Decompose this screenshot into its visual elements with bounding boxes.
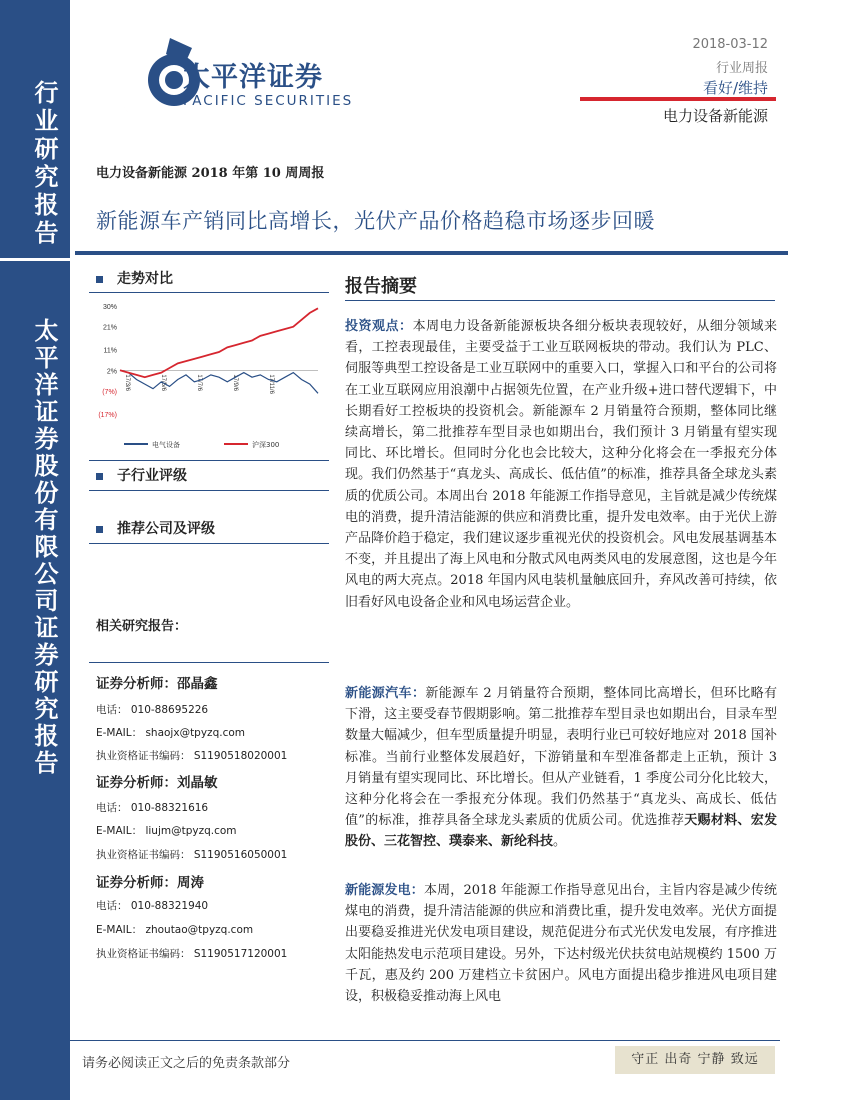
nev-end: 。 xyxy=(553,834,567,850)
analyst-email[interactable]: E-MAIL： zhoutao@tpyzq.com xyxy=(96,924,254,936)
analyst-name: 证券分析师：周涛 xyxy=(96,875,204,891)
trend-chart-svg xyxy=(90,296,330,456)
footer-disclaimer: 请务必阅读正文之后的免责条款部分 xyxy=(82,1056,291,1071)
series-line xyxy=(120,370,318,393)
investment-view-lead: 投资观点： xyxy=(345,319,413,334)
report-subtitle: 电力设备新能源 2018 年第 10 周周报 xyxy=(96,166,325,181)
analyst-name: 证券分析师：邵晶鑫 xyxy=(96,676,218,692)
logo-cn-text: 太平洋证券 xyxy=(183,62,323,93)
y-tick-label: 11% xyxy=(103,347,117,355)
x-tick-label: 17/3/6 xyxy=(124,374,130,392)
analyst-phone: 电话： 010-88321616 xyxy=(96,802,209,814)
analyst-cert: 执业资格证书编码： S1190516050001 xyxy=(96,849,288,861)
footer-rule xyxy=(70,1040,780,1041)
x-tick-label: 17/11/6 xyxy=(268,374,274,394)
rating: 看好/维持 xyxy=(702,79,768,97)
y-tick-label: 2% xyxy=(106,368,117,376)
recommend-rule xyxy=(89,543,329,544)
analyst-cert: 执业资格证书编码： S1190518020001 xyxy=(96,750,288,762)
y-tick-label: (7%) xyxy=(102,389,117,397)
investment-view-text: 本周电力设备新能源板块各细分板块表现较好，从细分领域来看，工控表现最佳，主要受益于工业互联网板块的带动。我们认为 PLC、伺服等典型工控设备是工业互联网中的重要入口，掌握入口和平台的公司将在工业互联网应用浪潮中占据领先位置，在产业升级+进口替代逻辑下，中长期看好工控板块的投资机会。新能源车 2 月销量符合预期，整体同比继续高增长，第二批推荐车型目录也如期出台，我们预计 3 月销量有望实现同比、环比增长。但同时分化也会比较大，这种分化将会在一季报充分体现。我们仍然基于“真龙头、高成长、低估值”的标准，推荐具备全球龙头素质的优质公司。本周出台 2018 年能源工作指导意见，主旨就是减少传统煤电的消费，提升清洁能源的供应和消费比重，提升发电效率。由于光伏上游产品降价趋于稳定，我们建议逐步重视光伏的投资机会。风电发展基调基本不变，并且提出了海上风电和分散式风电两类风电的发展意图，这也是今年风电的两大亮点。2018 年国内风电装机量触底回升，弃风改善可持续，依旧看好风电设备企业和风电场运营企业。 xyxy=(345,319,777,610)
x-tick-label: 17/5/6 xyxy=(160,374,166,392)
analyst-phone: 电话： 010-88695226 xyxy=(96,704,209,716)
title-rule xyxy=(75,251,788,255)
y-tick-label: 30% xyxy=(102,304,117,311)
x-tick-label: 17/9/6 xyxy=(232,374,238,392)
nev-paragraph xyxy=(345,683,777,853)
report-title: 新能源车产销同比高增长，光伏产品价格趋稳市场逐步回暖 xyxy=(96,209,655,233)
analyst-cert: 执业资格证书编码： S1190517120001 xyxy=(96,948,288,960)
report-date: 2018-03-12 xyxy=(692,37,768,52)
chart-rule xyxy=(89,460,329,461)
analyst-name: 证券分析师：刘晶敏 xyxy=(96,775,218,791)
nev-lead: 新能源汽车： xyxy=(345,686,426,701)
sub-industry-heading: 子行业评级 xyxy=(96,465,187,485)
legend-label: 电气设备 xyxy=(152,441,180,449)
trend-heading: 走势对比 xyxy=(96,268,173,288)
y-tick-label: 21% xyxy=(102,324,117,332)
analyst-email[interactable]: E-MAIL： shaojx@tpyzq.com xyxy=(96,727,245,739)
power-gen-lead: 新能源发电： xyxy=(345,883,424,898)
header-red-bar xyxy=(580,97,776,101)
bullet-square-icon xyxy=(96,473,103,480)
trend-chart xyxy=(90,296,330,456)
series-line xyxy=(120,308,318,377)
sidebar-bottom-label: 太平洋证券股份有限公司证券研究报告 xyxy=(30,318,59,777)
trend-rule xyxy=(89,292,329,293)
industry: 电力设备新能源 xyxy=(662,107,768,125)
power-gen-text: 本周，2018 年能源工作指导意见出台，主旨内容是减少传统煤电的消费，提升清洁能源的供应和消费比重，提升发电效率。光伏方面提出要稳妥推进光伏发电项目建设，规范促进分布式光伏发电发展，有序推进太阳能热发电示范项目建设。另外，下达村级光伏扶贫电站规模约 1500 万千瓦，惠及约 200 万建档立卡贫困户。风电方面提出稳步推进风电项目建设，积极稳妥推动海上风电 xyxy=(345,883,777,1005)
investment-view-paragraph xyxy=(345,316,777,613)
recommend-heading: 推荐公司及评级 xyxy=(96,518,215,538)
x-tick-label: 17/7/6 xyxy=(196,374,202,392)
related-rule xyxy=(89,662,329,663)
summary-rule xyxy=(345,300,775,301)
bullet-square-icon xyxy=(96,526,103,533)
summary-title: 报告摘要 xyxy=(345,276,417,297)
nev-highlight: 天赐材料、宏发股份、三花智控、璞泰来、新纶科技 xyxy=(345,813,777,850)
analyst-email[interactable]: E-MAIL： liujm@tpyzq.com xyxy=(96,825,237,837)
related-reports-title: 相关研究报告： xyxy=(96,619,188,634)
legend-label: 沪深300 xyxy=(252,441,280,449)
analyst-phone: 电话： 010-88321940 xyxy=(96,900,209,912)
bullet-square-icon xyxy=(96,276,103,283)
sidebar-top-label: 行业研究报告 xyxy=(30,80,59,248)
nev-text: 新能源车 2 月销量符合预期，整体同比高增长，但环比略有下滑，这主要受春节假期影响。第二批推荐车型目录也如期出台，目录车型数量大幅减少，但车型质量提升明显，表明行业已可较好地应对 2018 国补标准。当前行业整体发展趋好，下游销量和车型准备都走上正轨，预计 3 月销量有望实现同比、环比增长。但从产业链看，1 季度公司分化比较大，这种分化将会在一季报充分体现。我们仍然基于“真龙头、高成长、低估值”的标准，推荐具备全球龙头素质的优质公司。优选推荐 xyxy=(345,686,777,829)
power-gen-paragraph xyxy=(345,880,777,1007)
y-tick-label: (17%) xyxy=(98,412,117,419)
logo-en-text: PACIFIC SECURITIES xyxy=(183,93,354,109)
footer-motto: 守正 出奇 宁静 致远 xyxy=(615,1046,775,1074)
sub-industry-rule xyxy=(89,490,329,491)
report-type: 行业周报 xyxy=(715,61,768,76)
